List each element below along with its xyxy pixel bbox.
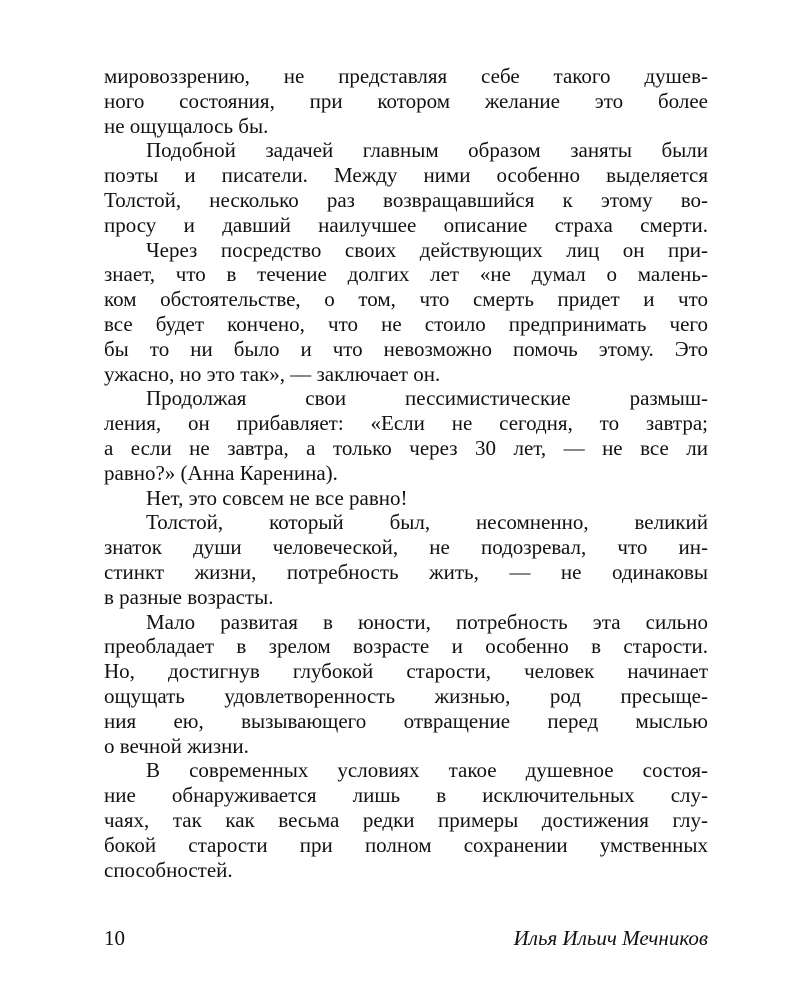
text-line: Мало развитая в юности, потребность эта сильно (146, 609, 708, 634)
text-line: стинкт жизни, потребность жить, — не одинаковы (104, 559, 708, 584)
text-line: знает, что в течение долгих лет «не думал о малень- (104, 262, 708, 287)
text-line: ния ею, вызывающего отвращение перед мыслью (104, 708, 708, 733)
text-line: преобладает в зрелом возрасте и особенно в старости. (104, 634, 708, 659)
page-number: 10 (104, 926, 125, 950)
text-line: мировоззрению, не представляя себе такого душев- (104, 64, 708, 88)
paragraph (104, 510, 708, 609)
paragraph (104, 64, 708, 138)
text-line: ужасно, но это так», — заключает он. (104, 361, 441, 386)
text-line: Толстой, несколько раз возвращавшийся к этому во- (104, 187, 708, 212)
text-line: чаях, так как весьма редки примеры достижения глу- (104, 807, 708, 832)
text-line: равно?» (Анна Каренина). (104, 460, 338, 485)
paragraph (104, 486, 708, 511)
text-line: Но, достигнув глубокой старости, человек начинает (104, 659, 708, 684)
text-line: Через посредство своих действующих лиц он при- (146, 237, 708, 262)
text-line: Подобной задачей главным образом заняты были (146, 138, 708, 163)
text-line: просу и давший наилучшее описание страха смерти. (104, 212, 708, 237)
text-line: о вечной жизни. (104, 733, 249, 758)
text-line: В современных условиях такое душевное состоя- (146, 758, 708, 783)
paragraph (104, 758, 708, 882)
paragraph (104, 138, 708, 237)
running-author: Илья Ильич Мечников (513, 926, 708, 950)
text-line: бокой старости при полном сохранении умственных (104, 832, 708, 857)
page-body (104, 64, 708, 882)
text-line: поэты и писатели. Между ними особенно выделяется (104, 163, 708, 188)
text-line: ления, он прибавляет: «Если не сегодня, то завтра; (104, 411, 708, 436)
text-line: ощущать удовлетворенность жизнью, род пресыще- (104, 683, 708, 708)
text-line: в разные возрасты. (104, 584, 274, 609)
text-line: Толстой, который был, несомненно, великий (146, 510, 708, 535)
text-line: а если не завтра, а только через 30 лет, — не все ли (104, 435, 708, 460)
text-line: Продолжая свои пессимистические размыш- (146, 386, 708, 411)
text-line: ного состояния, при котором желание это более (104, 88, 708, 113)
text-line: способностей. (104, 857, 233, 882)
paragraph (104, 238, 708, 387)
paragraph (104, 610, 708, 759)
text-line: бы то ни было и что невозможно помочь этому. Это (104, 336, 708, 361)
text-line: знаток души человеческой, не подозревал, что ин- (104, 535, 708, 560)
text-line: ние обнаруживается лишь в исключительных слу- (104, 783, 708, 808)
paragraph (104, 386, 708, 485)
text-line: все будет кончено, что не стоило предпринимать чего (104, 311, 708, 336)
text-line: ком обстоятельстве, о том, что смерть придет и что (104, 287, 708, 312)
text-line: не ощущалось бы. (104, 113, 269, 138)
text-line: Нет, это совсем не все равно! (146, 485, 408, 510)
